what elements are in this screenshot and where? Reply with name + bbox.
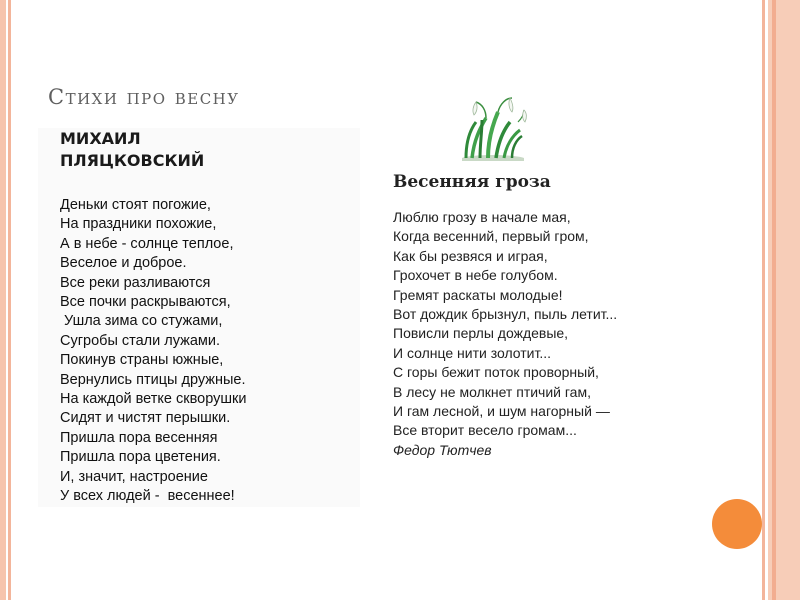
poem-line: Деньки стоят погожие, xyxy=(60,197,211,213)
poem-line: А в небе - солнце теплое, xyxy=(60,235,234,252)
poem-line: На праздники похожие, xyxy=(60,216,217,233)
poem-line: Все вторит весело громам... xyxy=(393,422,577,439)
poem-line: Вот дождик брызнул, пыль летит... xyxy=(393,306,618,323)
right-decor-stripe-thin xyxy=(762,0,765,600)
left-poem-text xyxy=(60,196,360,507)
author-first-name: МИХАИЛ xyxy=(60,129,141,148)
poem-signature: Федор Тютчев xyxy=(393,441,492,458)
poem-line: И солнце нити золотит... xyxy=(393,344,552,361)
poem-line: Как бы резвяся и играя, xyxy=(393,247,548,264)
left-poem xyxy=(38,128,360,507)
author-last-name: ПЛЯЦКОВСКИЙ xyxy=(60,151,205,170)
slide-title: Стихи про весну xyxy=(48,85,240,109)
poem-line: Покинув страны южные, xyxy=(60,352,224,369)
poem-line: Пришла пора цветения. xyxy=(60,449,221,466)
poem-line: Все реки разливаются xyxy=(60,274,211,291)
poem-line: И, значит, настроение xyxy=(60,468,208,485)
poem-line: У всех людей - весеннее! xyxy=(60,488,235,505)
poem-line: Грохочет в небе голубом. xyxy=(393,267,558,284)
poem-line: Сидят и чистят перышки. xyxy=(60,410,231,427)
poem-line: Вернулись птицы дружные. xyxy=(60,371,246,388)
poem-line: Ушла зима со стужами, xyxy=(60,313,223,330)
poem-line: В лесу не молкнет птичий гам, xyxy=(393,383,591,400)
poem-line: И гам лесной, и шум нагорный — xyxy=(393,403,610,420)
poem-author xyxy=(60,128,360,172)
left-decor-stripe-thin xyxy=(8,0,11,600)
left-decor-stripe xyxy=(0,0,6,600)
right-decor-stripe-dark xyxy=(772,0,776,600)
snowdrop-flowers-icon xyxy=(452,92,532,162)
poem-line: Когда весенний, первый гром, xyxy=(393,228,589,245)
poem-line: Все почки раскрываются, xyxy=(60,294,231,311)
poem-line: Повисли перлы дождевые, xyxy=(393,325,569,342)
poem-line: Гремят раскаты молодые! xyxy=(393,286,563,303)
poem-title: Весенняя гроза xyxy=(393,172,551,192)
right-poem xyxy=(393,172,693,458)
poem-line: Сугробы стали лужами. xyxy=(60,332,221,349)
slide-decor-circle xyxy=(712,499,762,549)
poem-line: С горы бежит поток проворный, xyxy=(393,364,599,381)
poem-line: Веселое и доброе. xyxy=(60,255,187,272)
poem-line: Люблю грозу в начале мая, xyxy=(393,209,571,225)
poem-line: На каждой ветке скворушки xyxy=(60,391,247,408)
poem-line: Пришла пора весенняя xyxy=(60,429,218,446)
right-poem-text xyxy=(393,208,693,441)
